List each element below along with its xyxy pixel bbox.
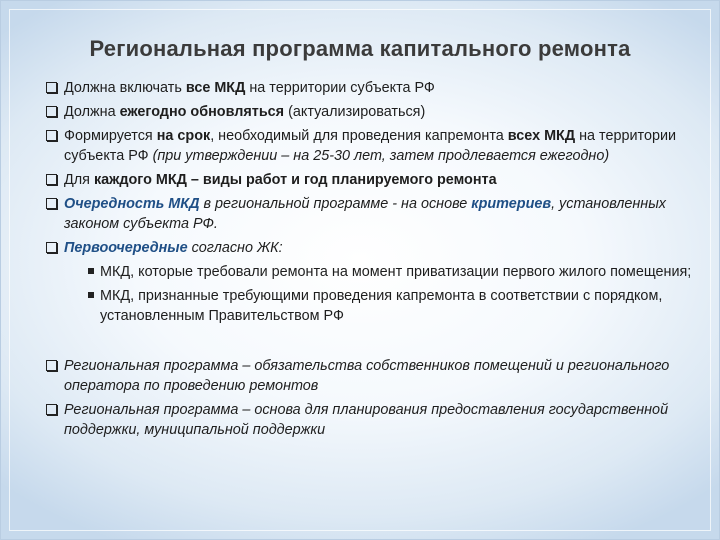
square-bullet-icon xyxy=(88,268,94,274)
bullet-item: Должна включать все МКД на территории субъекта РФ xyxy=(44,78,694,98)
bullet-item: Первоочередные согласно ЖК: xyxy=(44,238,694,258)
bullet-item: Очередность МКД в региональной программе - на основе критериев, установленных законом субъекта РФ. xyxy=(44,194,694,234)
checkbox-bullet-icon xyxy=(46,404,57,415)
bullet-item: Региональная программа – обязательства собственников помещений и регионального оператора по проведению ремонтов xyxy=(44,356,694,396)
bullet-item: Для каждого МКД – виды работ и год планируемого ремонта xyxy=(44,170,694,190)
sub-bullet-item: МКД, признанные требующими проведения капремонта в соответствии с порядком, установленным Правительством РФ xyxy=(44,286,694,326)
bullet-item: Должна ежегодно обновляться (актуализироваться) xyxy=(44,102,694,122)
sub-bullet-item: МКД, которые требовали ремонта на момент приватизации первого жилого помещения; xyxy=(44,262,694,282)
checkbox-bullet-icon xyxy=(46,174,57,185)
checkbox-bullet-icon xyxy=(46,198,57,209)
bullet-item: Региональная программа – основа для планирования предоставления государственной поддержки, муниципальной поддержки xyxy=(44,400,694,440)
checkbox-bullet-icon xyxy=(46,106,57,117)
slide-title: Региональная программа капитального ремонта xyxy=(89,36,631,61)
checkbox-bullet-icon xyxy=(46,130,57,141)
square-bullet-icon xyxy=(88,292,94,298)
bullet-list xyxy=(44,78,694,444)
checkbox-bullet-icon xyxy=(46,82,57,93)
checkbox-bullet-icon xyxy=(46,360,57,371)
bullet-item: Формируется на срок, необходимый для проведения капремонта всех МКД на территории субъекта РФ (при утверждении – на 25-30 лет, затем продлевается ежегодно) xyxy=(44,126,694,166)
checkbox-bullet-icon xyxy=(46,242,57,253)
